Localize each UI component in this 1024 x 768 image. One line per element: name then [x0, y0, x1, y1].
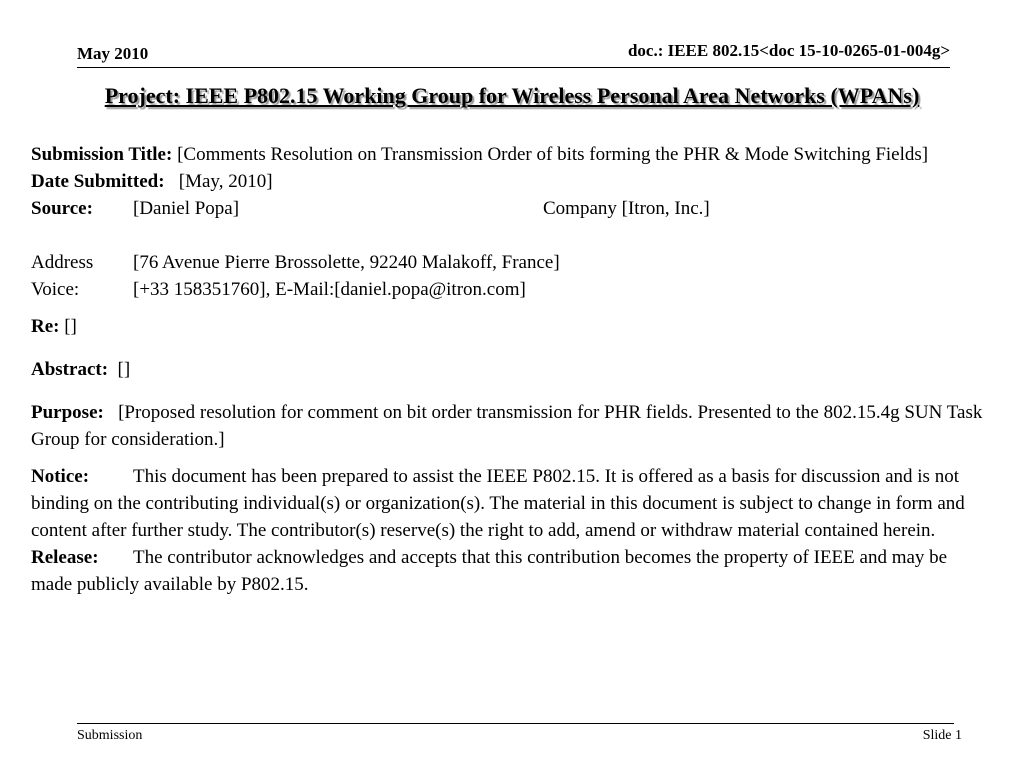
date-submitted-value: [May, 2010]: [178, 171, 273, 192]
address-value: [76 Avenue Pierre Brossolette, 92240 Malakoff, France]: [133, 252, 560, 273]
header-doc-id: doc.: IEEE 802.15<doc 15-10-0265-01-004g>: [627, 41, 950, 60]
footer-rule: [77, 723, 954, 724]
re-value: []: [64, 316, 77, 337]
date-submitted-row: [31, 168, 991, 195]
purpose-value: [Proposed resolution for comment on bit order transmission for PHR fields. Presented to the 802.15.4g SUN Task Group for consideration.]: [31, 402, 983, 450]
document-body: [31, 141, 991, 598]
release-label: Release:: [31, 547, 99, 568]
voice-row: [31, 276, 991, 303]
address-label: Address: [31, 252, 94, 273]
notice-label: Notice:: [31, 466, 90, 487]
project-title: Project: IEEE P802.15 Working Group for Wireless Personal Area Networks (WPANs): [104, 83, 920, 108]
voice-label: Voice:: [31, 279, 80, 300]
date-submitted-label: Date Submitted:: [31, 171, 165, 192]
re-label: Re:: [31, 316, 60, 337]
abstract-row: [31, 356, 991, 383]
source-label: Source:: [31, 198, 93, 219]
submission-title-row: [31, 141, 991, 168]
footer-slide-number: Slide 1: [922, 728, 962, 743]
notice-value: This document has been prepared to assist the IEEE P802.15. It is offered as a basis for discussion and is not binding on the contributing individual(s) or organization(s). The material in this document is subject to change in form and content after further study. The contributor(s) reserve(s) the right to add, amend or withdraw material contained herein.: [31, 466, 965, 541]
abstract-label: Abstract:: [31, 359, 109, 380]
source-row: [31, 195, 991, 222]
submission-title-label: Submission Title:: [31, 144, 173, 165]
header-rule-left: [77, 67, 563, 68]
release-value: The contributor acknowledges and accepts that this contribution becomes the property of IEEE and may be made publicly available by P802.15.: [31, 547, 948, 595]
release-row: [31, 544, 991, 598]
source-company: Company [Itron, Inc.]: [543, 198, 710, 219]
header-date: May 2010: [77, 44, 149, 63]
address-row: [31, 249, 991, 276]
header-rule-right: [563, 67, 950, 68]
footer-submission: Submission: [77, 728, 143, 743]
voice-value: [+33 158351760], E-Mail:[daniel.popa@itron.com]: [133, 279, 526, 300]
submission-title-value: [Comments Resolution on Transmission Order of bits forming the PHR & Mode Switching Fields]: [177, 144, 929, 165]
purpose-label: Purpose:: [31, 402, 104, 423]
source-name: [Daniel Popa]: [133, 198, 240, 219]
re-row: [31, 313, 991, 340]
purpose-row: [31, 399, 991, 453]
notice-row: [31, 463, 991, 544]
abstract-value: []: [117, 359, 131, 380]
